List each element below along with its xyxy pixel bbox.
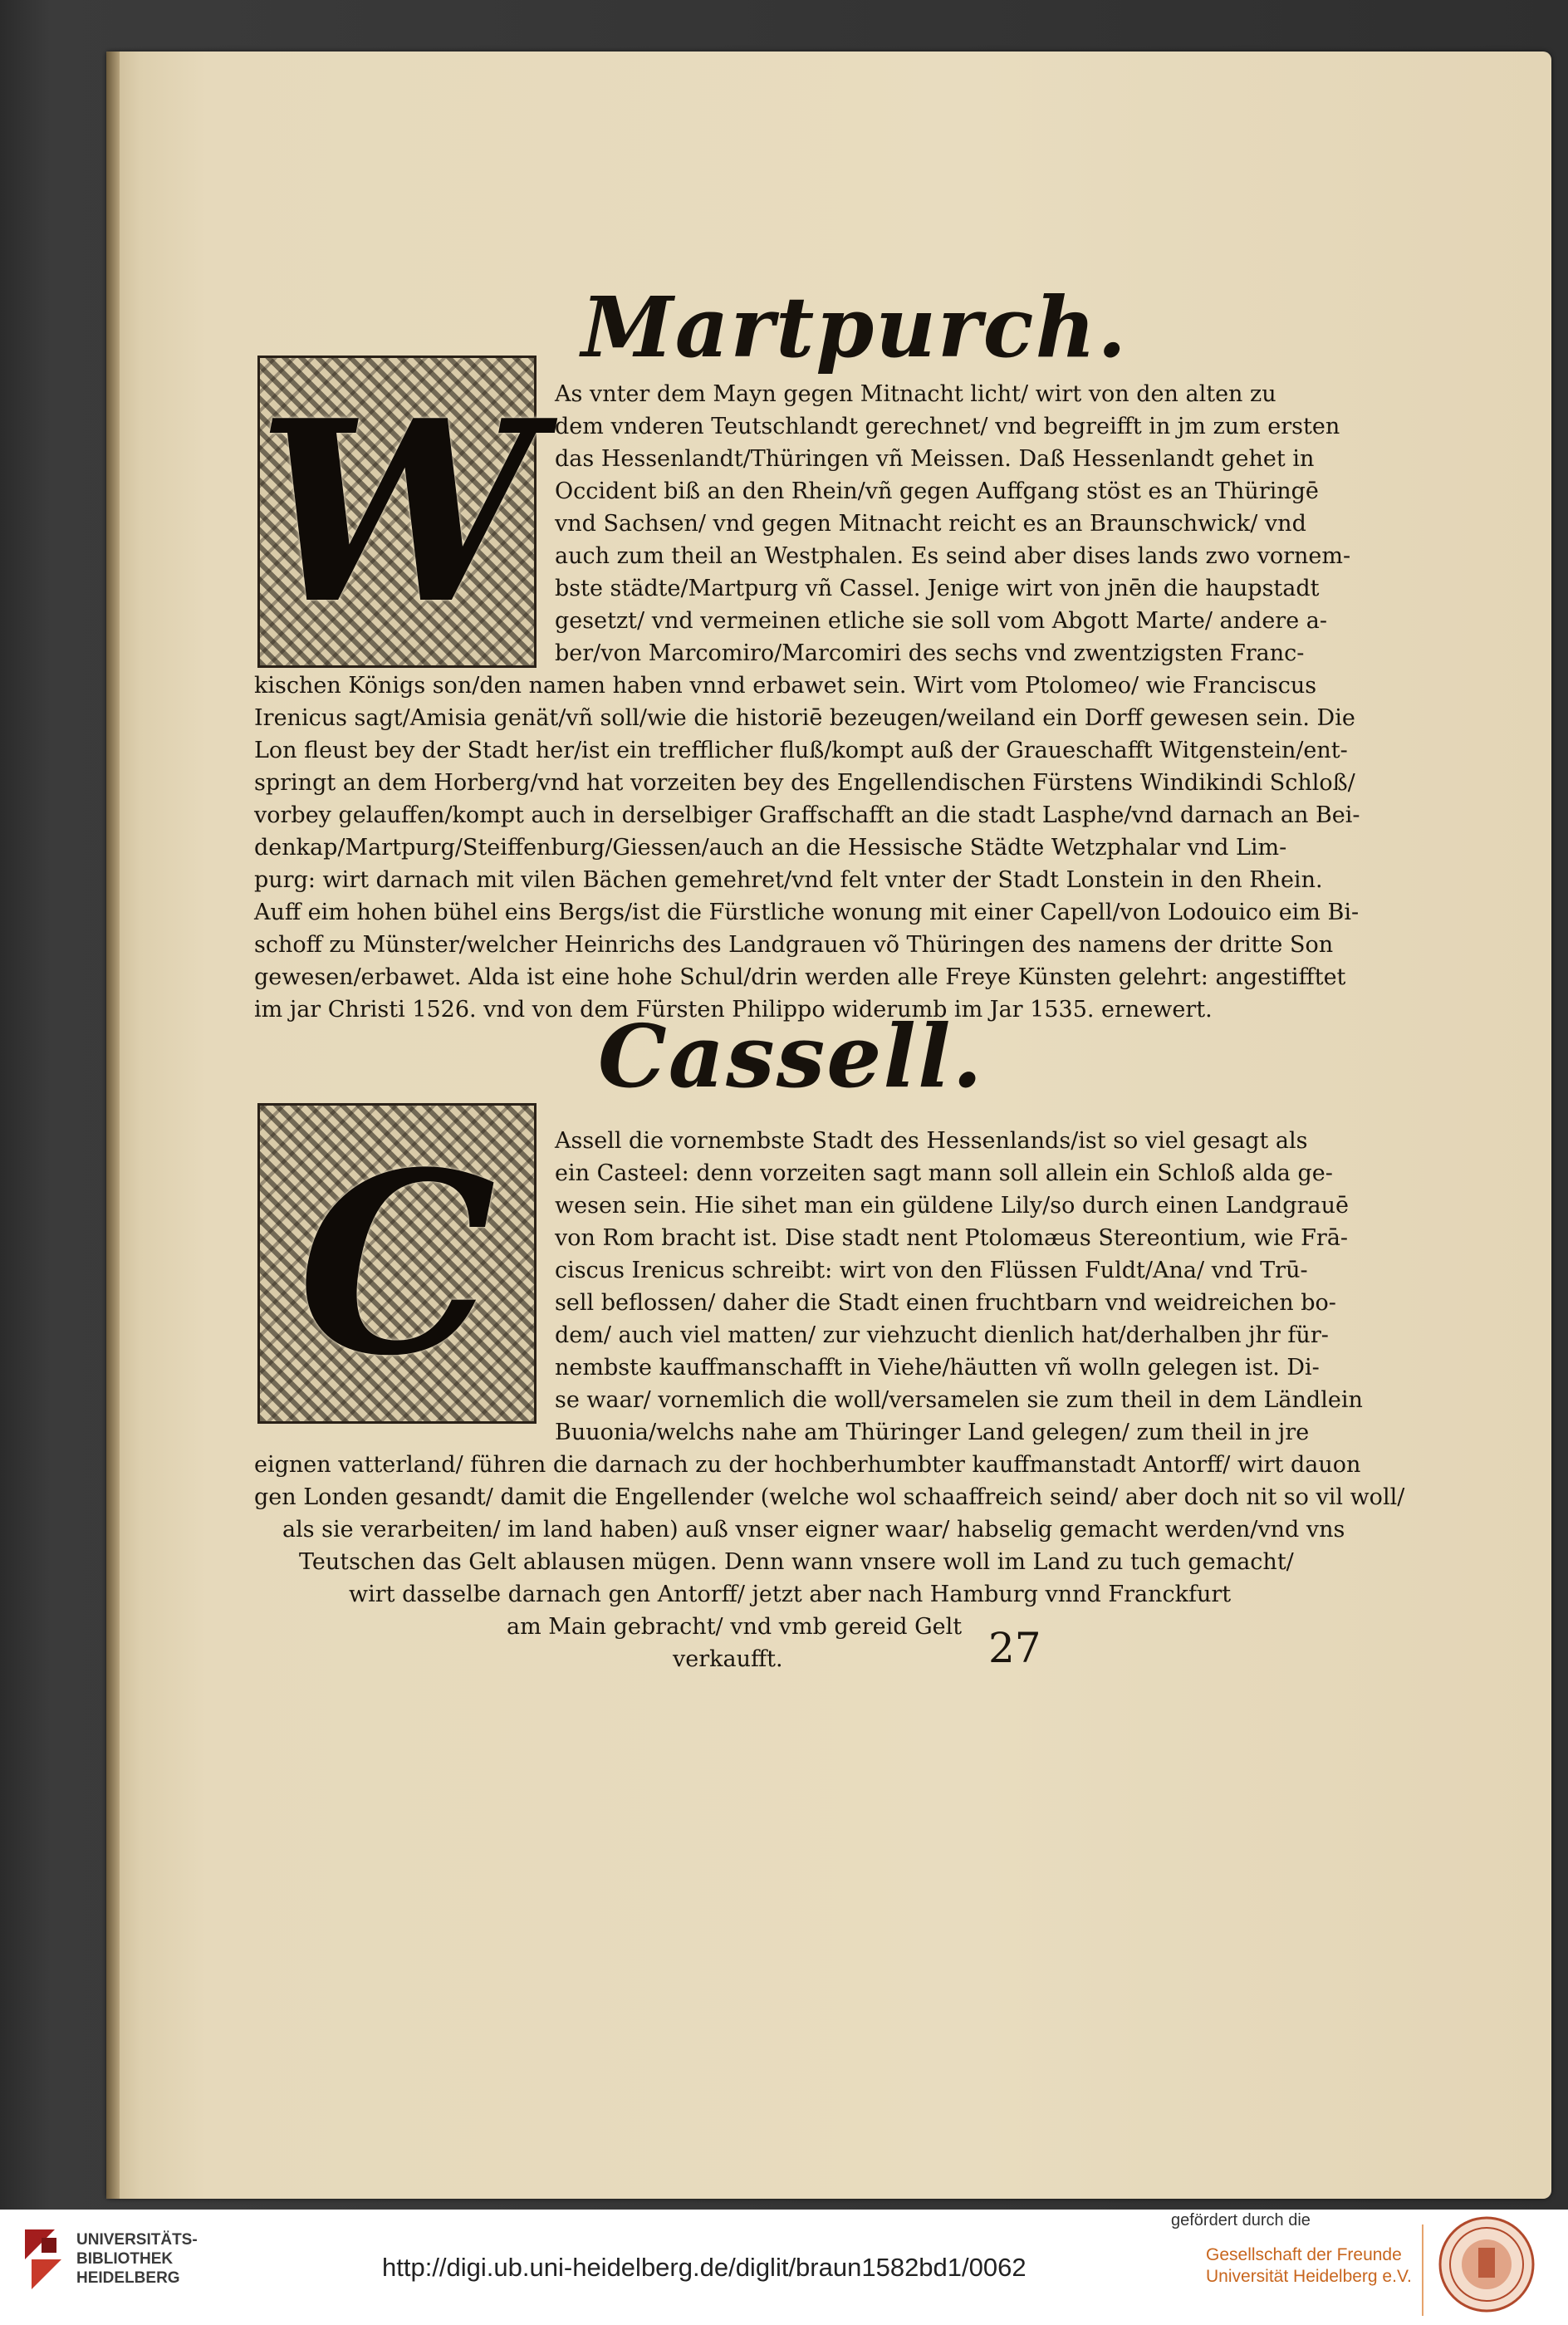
text-line: am Main gebracht/ vnd vmb gereid Gelt [507, 1614, 963, 1640]
text-line: schoff zu Münster/welcher Heinrichs des Landgrauen võ Thüringen des namens der dritte Son [254, 932, 1334, 958]
text-line: vorbey gelauffen/kompt auch in derselbiger Graffschafft an die stadt Lasphe/vnd darnach an Bei- [254, 802, 1360, 828]
text-line: gen Londen gesandt/ damit die Engellender (welche wol schaaffreich seind/ aber doch nit so vil woll/ [254, 1484, 1405, 1510]
text-line: vnd Sachsen/ vnd gegen Mitnacht reicht es an Braunschwick/ vnd [555, 511, 1306, 537]
text-line: Irenicus sagt/Amisia genät/vñ soll/wie die historiē bezeugen/weiland ein Dorff gewesen sein. Die [254, 705, 1355, 731]
sponsor-name[interactable] [1206, 2244, 1412, 2288]
text-line: Buuonia/welchs nahe am Thüringer Land gelegen/ zum theil in jre [555, 1420, 1310, 1445]
text-line: Teutschen das Gelt ablausen mügen. Denn wann vnsere woll im Land zu tuch gemacht/ [299, 1549, 1294, 1575]
text-line: denkap/Martpurg/Steiffenburg/Giessen/auch an die Hessische Städte Wetzphalar vnd Lim- [254, 835, 1287, 861]
text-line: ein Casteel: denn vorzeiten sagt mann soll allein ein Schloß alda ge- [555, 1160, 1333, 1186]
text-line: Occident biß an den Rhein/vñ gegen Auffgang stöst es an Thüringē [555, 478, 1319, 504]
library-logo-icon [22, 2226, 65, 2293]
initial-letter: C [297, 1116, 497, 1410]
text-line: Auff eim hohen bühel eins Bergs/ist die Fürstliche wonung mit einer Capell/von Lodouico eim Bi- [254, 900, 1360, 925]
text-line: ciscus Irenicus schreibt: wirt von den Flüssen Fuldt/Ana/ vnd Trū- [555, 1258, 1308, 1283]
text-line: nembste kauffmanschafft in Viehe/häutten vñ wolln gelegen ist. Di- [555, 1355, 1320, 1381]
decorated-initial-w [257, 356, 537, 668]
library-name-line: UNIVERSITÄTS- [76, 2231, 198, 2249]
library-name-line: BIBLIOTHEK [76, 2250, 174, 2268]
sponsor-name-line: Gesellschaft der Freunde [1206, 2245, 1402, 2264]
text-line: Assell die vornembste Stadt des Hessenlands/ist so viel gesagt als [555, 1128, 1308, 1154]
heading-martpurch: Martpurch. [581, 278, 1129, 376]
text-line: Lon fleust bey der Stadt her/ist ein trefflicher fluß/kompt auß der Graueschafft Witgenstein/ent- [254, 738, 1348, 763]
heading-cassell: Cassell. [598, 1005, 984, 1107]
page-number: 27 [988, 1624, 1041, 1672]
text-line: purg: wirt darnach mit vilen Bächen gemehret/vnd felt vnter der Stadt Lonstein in den Rhein. [254, 867, 1323, 893]
text-line: das Hessenlandt/Thüringen vñ Meissen. Daß Hessenlandt gehet in [555, 446, 1315, 472]
text-line: sell beflossen/ daher die Stadt einen fruchtbarn vnd weidreichen bo- [555, 1290, 1336, 1316]
text-line: als sie verarbeiten/ im land haben) auß vnser eigner waar/ habselig gemacht werden/vnd vns [282, 1517, 1345, 1543]
decorated-initial-c [257, 1103, 537, 1424]
text-line: eignen vatterland/ führen die darnach zu der hochberhumbter kauffmanstadt Antorff/ wirt dauon [254, 1452, 1361, 1478]
sponsor-name-line: Universität Heidelberg e.V. [1206, 2267, 1412, 2286]
text-line: wesen sein. Hie sihet man ein güldene Lily/so durch einen Landgrauē [555, 1193, 1349, 1219]
text-line: wirt dasselbe darnach gen Antorff/ jetzt aber nach Hamburg vnnd Franckfurt [349, 1582, 1232, 1607]
text-line: auch zum theil an Westphalen. Es seind aber dises lands zwo vornem- [555, 543, 1351, 569]
text-line: von Rom bracht ist. Dise stadt nent Ptolomæus Stereontium, wie Frā- [555, 1225, 1349, 1251]
text-line: gesetzt/ vnd vermeinen etliche sie soll vom Abgott Marte/ andere a- [555, 608, 1327, 634]
text-line: verkaufft. [673, 1646, 783, 1672]
text-line: im jar Christi 1526. vnd von dem Fürsten Philippo widerumb im Jar 1535. ernewert. [254, 997, 1213, 1023]
library-name [76, 2230, 198, 2288]
text-line: ber/von Marcomiro/Marcomiri des sechs vnd zwentzigsten Franc- [555, 640, 1305, 666]
sponsor-label: gefördert durch die [1171, 2211, 1311, 2229]
university-seal-icon [1437, 2215, 1536, 2314]
footer-divider [1422, 2224, 1423, 2316]
text-line: gewesen/erbawet. Alda ist eine hohe Schul/drin werden alle Freye Künsten gelehrt: angestifftet [254, 964, 1346, 990]
text-line: kischen Königs son/den namen haben vnnd erbawet sein. Wirt vom Ptolomeo/ wie Franciscus [254, 673, 1317, 699]
permalink-url[interactable]: http://digi.ub.uni-heidelberg.de/diglit/braun1582bd1/0062 [382, 2253, 1027, 2282]
text-line: dem/ auch viel matten/ zur viehzucht dienlich hat/derhalben jhr für- [555, 1322, 1329, 1348]
page-gutter [106, 52, 120, 2199]
library-name-line: HEIDELBERG [76, 2269, 180, 2287]
text-line: springt an dem Horberg/vnd hat vorzeiten bey des Engellendischen Fürstens Windikindi Schloß/ [254, 770, 1355, 796]
text-line: As vnter dem Mayn gegen Mitnacht licht/ wirt von den alten zu [555, 381, 1276, 407]
initial-letter: W [257, 365, 537, 659]
text-line: se waar/ vornemlich die woll/versamelen sie zum theil in dem Ländlein [555, 1387, 1363, 1413]
text-line: dem vnderen Teutschlandt gerechnet/ vnd begreifft in jm zum ersten [555, 414, 1340, 439]
text-line: bste städte/Martpurg vñ Cassel. Jenige wirt von jnēn die haupstadt [555, 576, 1320, 601]
